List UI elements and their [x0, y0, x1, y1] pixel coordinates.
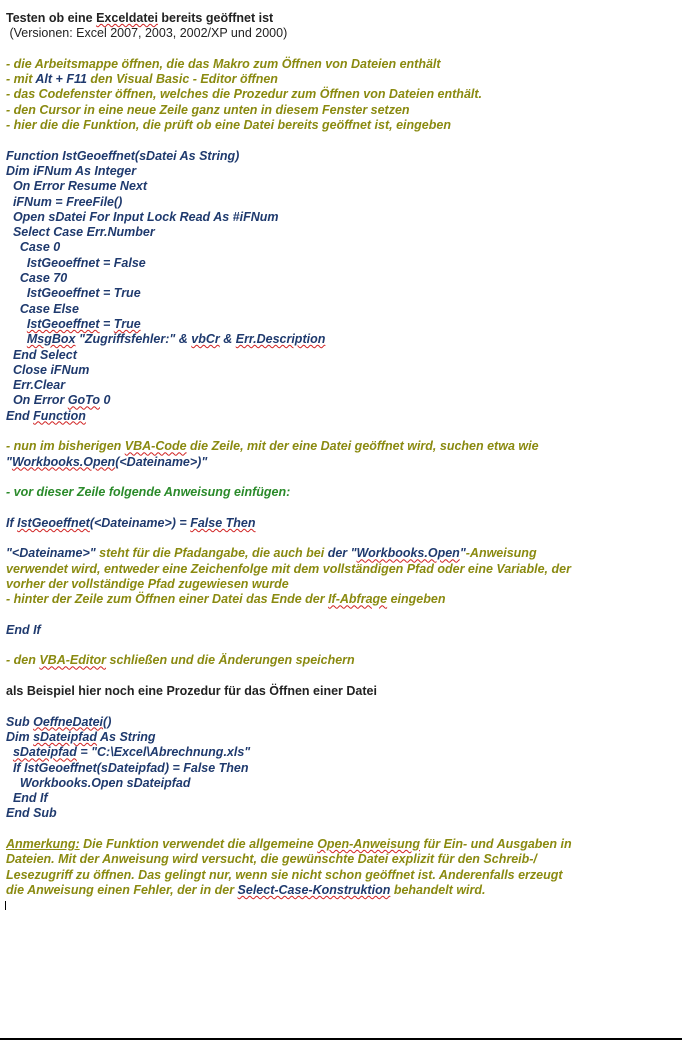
- code-line: Sub OeffneDatei(): [6, 714, 112, 729]
- code-line: Workbooks.Open sDateipfad: [6, 775, 191, 790]
- code-line: Dim sDateipfad As String: [6, 729, 156, 744]
- code-line: End Sub: [6, 806, 57, 821]
- code-line: Err.Clear: [6, 378, 66, 393]
- end-if-line: End If: [6, 622, 41, 637]
- page-title: Testen ob eine Exceldatei bereits geöffnet ist: [6, 11, 274, 25]
- code-line: Select Case Err.Number: [6, 225, 155, 240]
- if-statement-line: If IstGeoeffnet(<Dateiname>) = False Then: [6, 515, 256, 530]
- example-heading: als Beispiel hier noch eine Prozedur für das Öffnen einer Datei: [6, 684, 377, 699]
- step-line: - die Arbeitsmappe öffnen, die das Makro zum Öffnen von Dateien enthält: [6, 56, 441, 71]
- code-line: On Error GoTo 0: [6, 393, 111, 408]
- code-line: Case Else: [6, 301, 79, 316]
- instruction-line: - nun im bisherigen VBA-Code die Zeile, mit der eine Datei geöffnet wird, suchen etwa wie: [6, 439, 539, 454]
- instruction-line: "Workbooks.Open(<Dateiname>)": [6, 454, 208, 469]
- note-paragraph: [6, 837, 676, 898]
- note-line: Lesezugriff zu öffnen. Das gelingt nur, wenn sie nicht schon geöffnet ist. Anderenfalls erzeugt: [6, 867, 563, 882]
- code-line: IstGeoeffnet = False: [6, 255, 146, 270]
- step-line: - den Cursor in eine neue Zeile ganz unten in diesem Fenster setzen: [6, 102, 410, 117]
- note-line: Anmerkung: Die Funktion verwendet die allgemeine Open-Anweisung für Ein- und Ausgaben in: [6, 837, 572, 852]
- step-line: - hier die die Funktion, die prüft ob eine Datei bereits geöffnet ist, eingeben: [6, 118, 451, 133]
- text-cursor[interactable]: [5, 901, 6, 910]
- code-line: End Function: [6, 408, 86, 423]
- code-line: sDateipfad = "C:\Excel\Abrechnung.xls": [12, 745, 251, 760]
- code-line: IstGeoeffnet = True: [26, 316, 141, 331]
- code-line: Case 0: [6, 240, 61, 255]
- document-body: [6, 11, 676, 898]
- code-line: iFNum = FreeFile(): [6, 194, 123, 209]
- code-line: End Select: [6, 347, 77, 362]
- explanation-line: - hinter der Zeile zum Öffnen einer Datei das Ende der If-Abfrage eingeben: [6, 592, 446, 607]
- explanation-line: "<Dateiname>" steht für die Pfadangabe, die auch bei der "Workbooks.Open"-Anweisung: [6, 546, 537, 561]
- note-line: Dateien. Mit der Anweisung wird versucht, die gewünschte Datei explizit für den Schreib-/: [6, 852, 537, 867]
- close-editor-line: - den VBA-Editor schließen und die Änderungen speichern: [6, 653, 355, 668]
- code-line: Open sDatei For Input Lock Read As #iFNum: [6, 209, 279, 224]
- code-line: Dim iFNum As Integer: [6, 163, 137, 178]
- note-line: die Anweisung einen Fehler, der in der Select-Case-Konstruktion behandelt wird.: [6, 882, 486, 897]
- version-subtitle: (Versionen: Excel 2007, 2003, 2002/XP und 2000): [6, 26, 288, 41]
- code-line: IstGeoeffnet = True: [6, 286, 141, 301]
- code-line: MsgBox "Zugriffsfehler:" & vbCr & Err.Description: [26, 332, 326, 347]
- code-line: Case 70: [6, 271, 68, 286]
- explanation-line: vorher der vollständige Pfad zugewiesen wurde: [6, 576, 289, 591]
- code-line: End If: [6, 791, 48, 806]
- explanation-line: verwendet wird, entweder eine Zeichenfolge mit dem vollständigen Pfad oder eine Variable, der: [6, 561, 571, 576]
- code-line: Function IstGeoeffnet(sDatei As String): [6, 148, 240, 163]
- function-code-block: [6, 149, 676, 424]
- step-line: - mit Alt + F11 den Visual Basic - Editor öffnen: [6, 72, 278, 87]
- insert-hint: - vor dieser Zeile folgende Anweisung einfügen:: [6, 485, 291, 500]
- sub-code-block: [6, 715, 676, 822]
- code-line: On Error Resume Next: [6, 179, 148, 194]
- step-line: - das Codefenster öffnen, welches die Prozedur zum Öffnen von Dateien enthält.: [6, 87, 483, 102]
- code-line: Close iFNum: [6, 362, 90, 377]
- page-bottom-border: [0, 1038, 682, 1040]
- code-line: If IstGeoeffnet(sDateipfad) = False Then: [6, 760, 249, 775]
